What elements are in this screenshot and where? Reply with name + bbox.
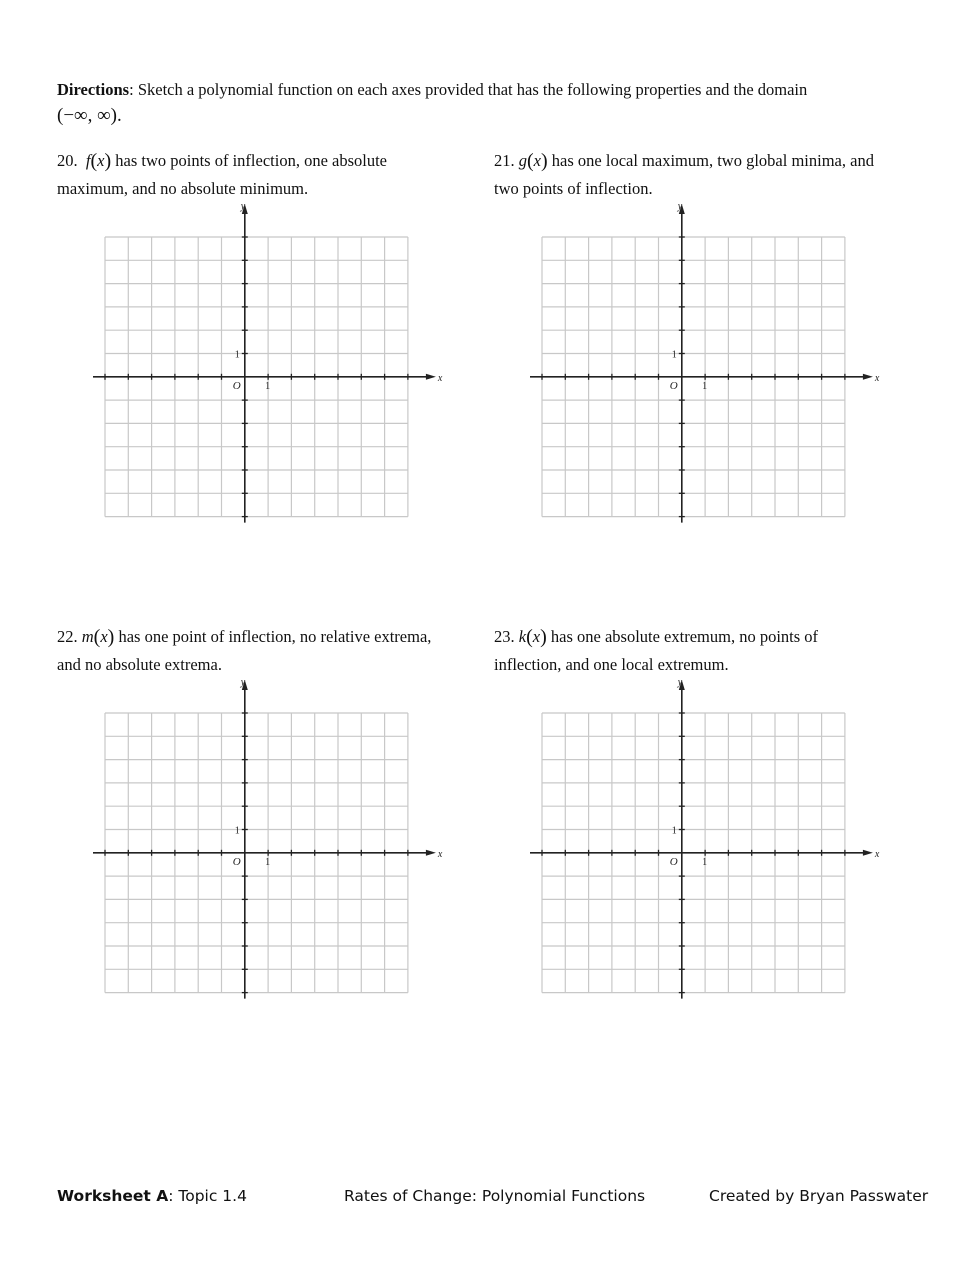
problem-number: 22. xyxy=(57,627,78,646)
x-axis-label: x xyxy=(874,372,880,384)
y-tick-label: 1 xyxy=(671,349,677,361)
x-axis-label: x xyxy=(437,372,443,384)
footer-worksheet-bold: Worksheet A xyxy=(57,1187,169,1205)
origin-label: O xyxy=(669,855,678,868)
y-axis-label: y xyxy=(677,201,683,212)
footer-author: Created by Bryan Passwater xyxy=(709,1187,929,1205)
y-axis-label: y xyxy=(240,677,246,688)
directions xyxy=(57,77,917,129)
function-var: x xyxy=(532,627,541,646)
problem-21: 21. g(x) has one local maximum, two global minima, and two points of inflection. xyxy=(494,150,874,198)
problem-23: 23. k(x) has one absolute extremum, no points of inflection, and one local extremum. xyxy=(494,626,819,674)
problem-text-line1: has two points of inflection, one absolute xyxy=(115,151,388,170)
grid-20 xyxy=(88,200,448,530)
function-name: f xyxy=(85,151,91,170)
function-var: x xyxy=(533,151,541,170)
origin-label: O xyxy=(232,855,241,868)
problem-20: 20. f(x) has two points of inflection, one absolute maximum, and no absolute minimum. xyxy=(57,150,388,198)
directions-heading: Directions xyxy=(57,80,130,99)
x-axis-arrow-icon xyxy=(426,374,436,380)
grid-22 xyxy=(88,676,448,1006)
footer-title: Rates of Change: Polynomial Functions xyxy=(344,1187,646,1205)
x-axis-label: x xyxy=(437,848,443,860)
problem-text-line2: inflection, and one local extremum. xyxy=(494,655,729,674)
problem-text-line2: maximum, and no absolute minimum. xyxy=(57,179,309,198)
x-axis-arrow-icon xyxy=(426,850,436,856)
problem-number: 23. xyxy=(494,627,515,646)
y-tick-label: 1 xyxy=(234,349,240,361)
x-tick-label: 1 xyxy=(265,856,271,868)
function-name: m xyxy=(81,627,94,646)
y-axis-label: y xyxy=(240,201,246,212)
problem-text-line2: two points of inflection. xyxy=(494,179,653,198)
problem-number: 20. xyxy=(57,151,78,170)
function-var: x xyxy=(100,627,108,646)
y-tick-label: 1 xyxy=(671,825,677,837)
x-axis-label: x xyxy=(874,848,880,860)
problem-number: 21. xyxy=(494,151,515,170)
footer-worksheet xyxy=(57,1187,247,1205)
y-axis-label: y xyxy=(677,677,683,688)
grid-23 xyxy=(525,676,885,1006)
directions-text: : Sketch a polynomial function on each axes provided that has the following properties and the domain xyxy=(129,80,808,99)
x-axis-arrow-icon xyxy=(863,374,873,380)
origin-label: O xyxy=(232,379,241,392)
x-tick-label: 1 xyxy=(265,380,271,392)
function-name: g xyxy=(518,151,527,170)
problem-text-line1: has one absolute extremum, no points of xyxy=(550,627,819,646)
y-tick-label: 1 xyxy=(234,825,240,837)
problem-22: 22. m(x) has one point of inflection, no relative extrema, and no absolute extrema. xyxy=(57,626,432,674)
origin-label: O xyxy=(669,379,678,392)
problem-text-line2: and no absolute extrema. xyxy=(57,655,222,674)
domain-notation: (−∞, ∞). xyxy=(57,105,122,126)
footer-topic: : Topic 1.4 xyxy=(168,1187,247,1205)
x-tick-label: 1 xyxy=(702,856,708,868)
x-tick-label: 1 xyxy=(702,380,708,392)
grid-21 xyxy=(525,200,885,530)
problem-text-line1: has one point of inflection, no relative extrema, xyxy=(118,627,432,646)
function-var: x xyxy=(97,151,105,170)
x-axis-arrow-icon xyxy=(863,850,873,856)
function-name: k xyxy=(518,627,527,646)
problem-text-line1: has one local maximum, two global minima, and xyxy=(551,151,874,170)
